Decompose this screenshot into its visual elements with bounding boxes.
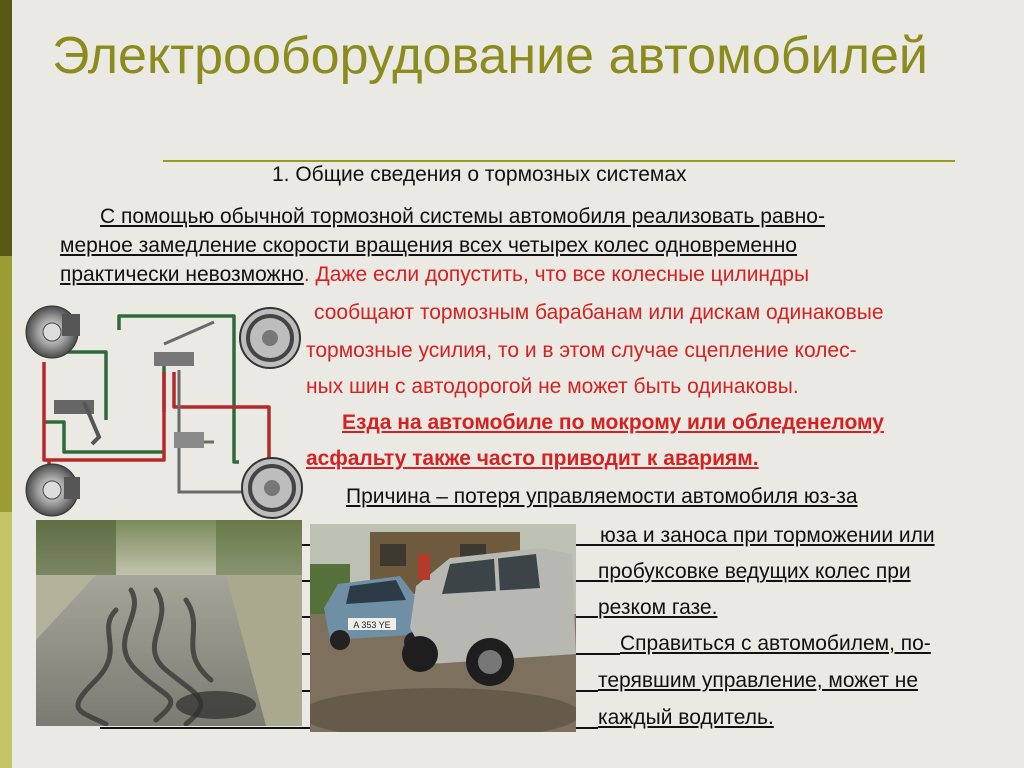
skid-marks-photo	[36, 520, 302, 726]
master-cylinder	[154, 352, 194, 366]
front-left-disc-brake	[26, 306, 80, 358]
cause-line-4: резком газе.	[598, 596, 718, 619]
intro-line-2	[60, 233, 797, 258]
underline-fragment	[576, 690, 598, 692]
underline-fragment	[576, 544, 600, 546]
intro-line-3	[60, 262, 809, 287]
cause-line-7: каждый водитель.	[598, 706, 774, 729]
cause-line-3: пробуксовке ведущих колес при	[598, 560, 911, 583]
intro-line-2-text: мерное замедление скорости вращения всех четырех колес одновременно	[60, 234, 797, 257]
car-accident-photo	[310, 524, 576, 732]
section-heading: 1. Общие сведения о тормозных системах	[272, 163, 687, 186]
underline-fragment	[576, 580, 598, 582]
license-plate: A 353 YE	[353, 620, 391, 630]
warning-line-2: асфальту также часто приводит к авариям.	[306, 447, 759, 470]
red-line-4: ных шин с автодорогой не может быть одинаковы.	[306, 375, 799, 398]
intro-line-3-text: практически невозможно	[60, 263, 304, 286]
red-line-2: сообщают тормозным барабанам или дискам одинаковые	[314, 301, 884, 324]
cause-line-2: юза и заноса при торможении или	[600, 524, 935, 547]
cause-line-1: Причина – потеря управляемости автомобиля юз-за	[346, 485, 858, 508]
cause-line-5: Справиться с автомобилем, по-	[620, 632, 931, 655]
bystander	[418, 554, 430, 580]
warning-line-1: Езда на автомобиле по мокрому или обледенелому	[342, 411, 884, 434]
front-right-drum-brake	[240, 308, 300, 368]
intro-line-1-text: С помощью обычной тормозной системы автомобиля реализовать равно-	[100, 205, 825, 228]
page-title: Электрооборудование автомобилей	[52, 27, 928, 85]
brake-system-diagram	[14, 292, 304, 524]
intro-line-1	[100, 204, 825, 229]
underline-fragment	[576, 653, 620, 655]
rear-right-drum-brake	[242, 458, 302, 518]
red-line-3: тормозные усилия, то и в этом случае сцепление колес-	[306, 339, 857, 362]
pressure-regulator	[174, 432, 204, 448]
side-bar-medium	[0, 256, 12, 512]
rear-left-disc-brake	[26, 464, 80, 516]
side-bar-light	[0, 512, 12, 768]
red-line-1: . Даже если допустить, что все колесные цилиндры	[303, 263, 810, 286]
cause-line-6: терявшим управление, может не	[598, 669, 919, 692]
underline-fragment	[576, 616, 598, 618]
